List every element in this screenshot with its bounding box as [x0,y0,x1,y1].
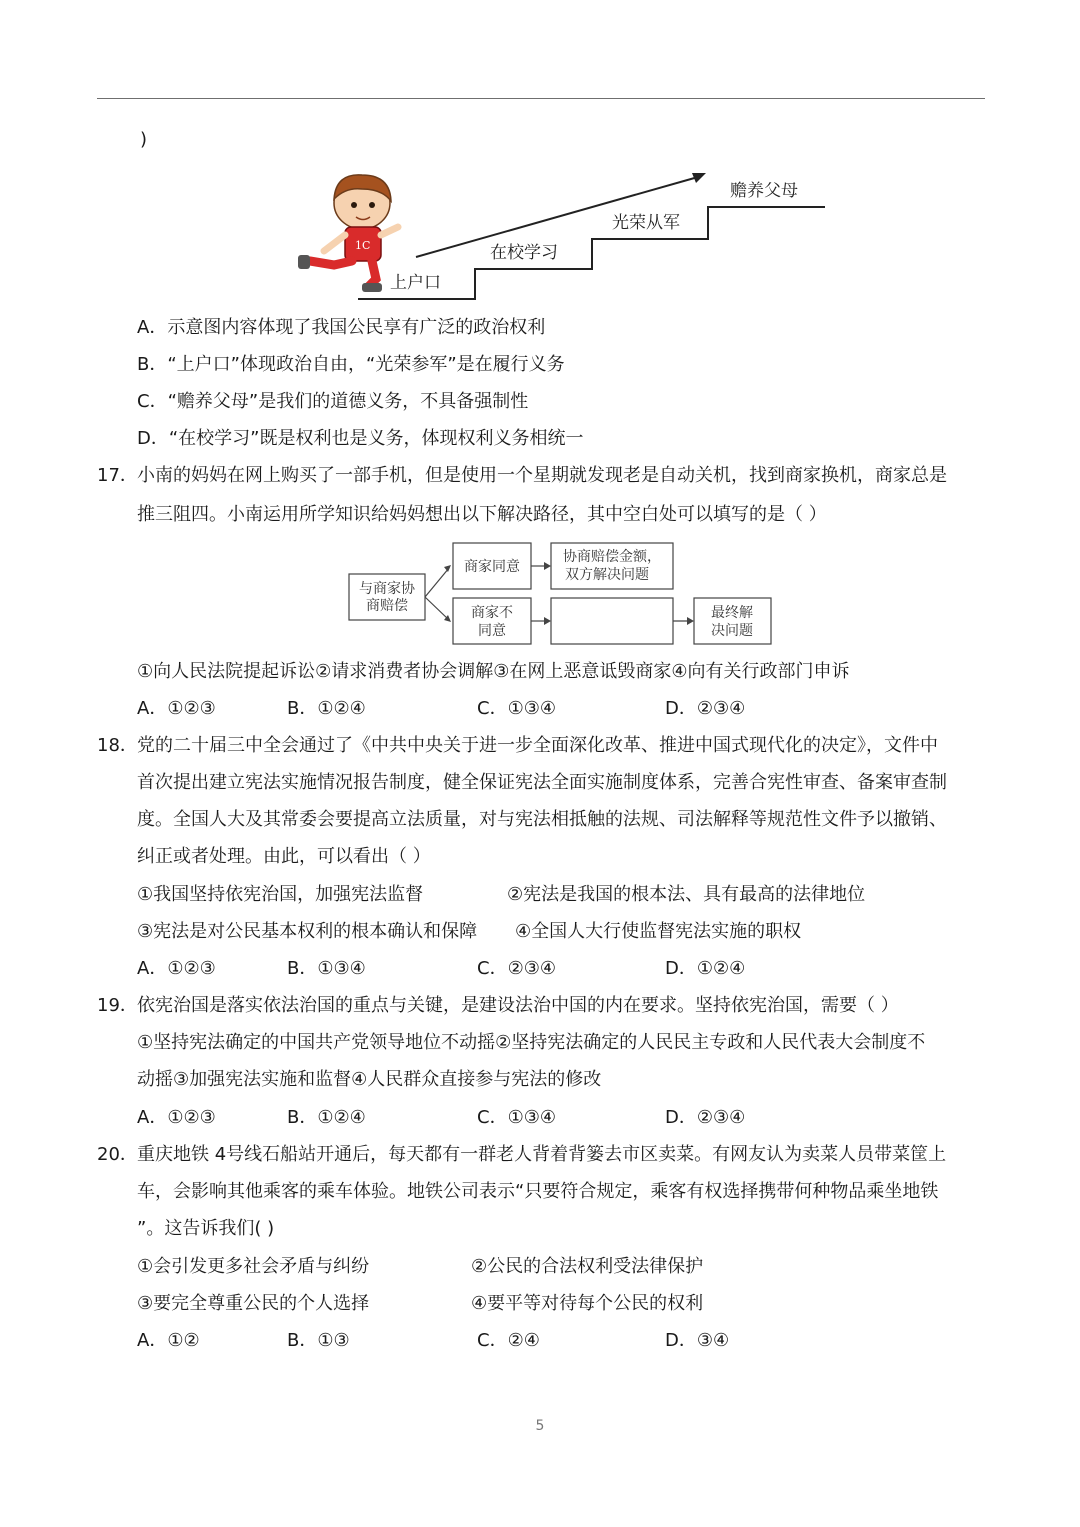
q18-item-1: ①我国坚持依宪治国，加强宪法监督 [137,884,424,905]
q18-option-d: D．①②④ [665,958,746,979]
flow-disagree-line-1: 商家不 [471,605,513,621]
arrow-head-icon [692,173,706,183]
q17-stem-line-1: 小南的妈妈在网上购买了一部手机，但是使用一个星期就发现老是自动关机，找到商家换机，商家总是 [137,465,947,486]
q17-option-d: D．②③④ [665,698,746,719]
flow-agree-label: 商家同意 [464,559,520,575]
q20-stem-line-1: 重庆地铁 4号线石船站开通后，每天都有一群老人背着背篓去市区卖菜。有网友认为卖菜人员带菜筐上 [137,1144,947,1165]
flow-box-blank [551,598,673,644]
flow-start-line-2: 商赔偿 [366,598,408,614]
flow-final-line-2: 决问题 [711,623,753,639]
q19-number: 19． [97,995,138,1016]
step-label-military: 光荣从军 [612,213,680,233]
q18-option-a: A．①②③ [137,958,216,979]
q18-item-4: ④全国人大行使监督宪法实施的职权 [515,921,802,942]
q20-stem-line-2: 车，会影响其他乘客的乘车体验。地铁公司表示“只要符合规定，乘客有权选择携带何种物品乘坐地铁 [137,1181,939,1202]
running-boy-illustration [298,175,398,292]
q17-flowchart [345,540,777,650]
q20-stem-line-3: ”。这告诉我们( ) [137,1218,275,1239]
q20-option-c: C．②④ [477,1330,540,1351]
q16-staircase-diagram [290,165,835,305]
q18-stem-line-3: 度。全国人大及其常委会要提高立法质量，对与宪法相抵触的法规、司法解释等规范性文件予以撤销、 [137,809,947,830]
flow-arrow-to-agree [425,568,449,597]
q18-number: 18． [97,735,138,756]
q19-items-line-1: ①坚持宪法确定的中国共产党领导地位不动摇②坚持宪法确定的人民民主专政和人民代表大会制度不 [137,1032,926,1053]
q20-number: 20． [97,1144,138,1165]
header-rule [97,98,985,99]
q18-stem-line-2: 首次提出建立宪法实施情况报告制度，健全保证宪法全面实施制度体系，完善合宪性审查、备案审查制 [137,772,947,793]
q19-option-a: A．①②③ [137,1107,216,1128]
flow-disagree-line-2: 同意 [478,623,506,639]
q16-option-d: D．“在校学习”既是权利也是义务，体现权利义务相统一 [137,428,584,449]
q18-option-b: B．①③④ [287,958,366,979]
q20-item-1: ①会引发更多社会矛盾与纠纷 [137,1256,370,1277]
q16-option-a: A．示意图内容体现了我国公民享有广泛的政治权利 [137,317,546,338]
q20-item-4: ④要平等对待每个公民的权利 [471,1293,704,1314]
step-label-school: 在校学习 [490,243,558,263]
q18-option-c: C．②③④ [477,958,556,979]
q18-item-2: ②宪法是我国的根本法、具有最高的法律地位 [507,884,866,905]
q20-item-2: ②公民的合法权利受法律保护 [471,1256,704,1277]
q20-option-d: D．③④ [665,1330,730,1351]
q17-option-b: B．①②④ [287,698,366,719]
q17-items: ①向人民法院提起诉讼②请求消费者协会调解③在网上恶意诋毁商家④向有关行政部门申诉 [137,661,850,682]
q18-stem-line-4: 纠正或者处理。由此，可以看出（ ） [137,846,431,867]
q17-option-a: A．①②③ [137,698,216,719]
q17-number: 17． [97,465,138,486]
jersey-badge: 1C [355,239,371,252]
q17-stem-line-2: 推三阻四。小南运用所学知识给妈妈想出以下解决路径，其中空白处可以填写的是（ ） [137,504,827,525]
q18-item-3: ③宪法是对公民基本权利的根本确认和保障 [137,921,478,942]
page-number: 5 [535,1418,545,1434]
q20-option-b: B．①③ [287,1330,350,1351]
flow-agree-result-line-2: 双方解决问题 [565,567,649,583]
flow-start-line-1: 与商家协 [359,581,415,597]
flow-agree-result-line-1: 协商赔偿金额， [563,549,661,565]
q16-option-b: B．“上户口”体现政治自由，“光荣参军”是在履行义务 [137,354,565,375]
step-label-parents: 赡养父母 [730,181,798,201]
q20-option-a: A．①② [137,1330,200,1351]
q19-items-line-2: 动摇③加强宪法实施和监督④人民群众直接参与宪法的修改 [137,1069,602,1090]
flow-final-line-1: 最终解 [711,605,753,621]
q20-item-3: ③要完全尊重公民的个人选择 [137,1293,370,1314]
q17-option-c: C．①③④ [477,698,556,719]
flow-arrow-to-disagree [425,597,449,620]
q19-option-b: B．①②④ [287,1107,366,1128]
q16-paren-close: ) [140,129,148,150]
q16-option-c: C．“赡养父母”是我们的道德义务，不具备强制性 [137,391,529,412]
step-label-hukou: 上户口 [390,273,441,293]
q19-option-c: C．①③④ [477,1107,556,1128]
q19-option-d: D．②③④ [665,1107,746,1128]
q18-stem-line-1: 党的二十届三中全会通过了《中共中央关于进一步全面深化改革、推进中国式现代化的决定》，文件中 [137,735,938,756]
q19-stem-line-1: 依宪治国是落实依法治国的重点与关键，是建设法治中国的内在要求。坚持依宪治国，需要（ ） [137,995,899,1016]
